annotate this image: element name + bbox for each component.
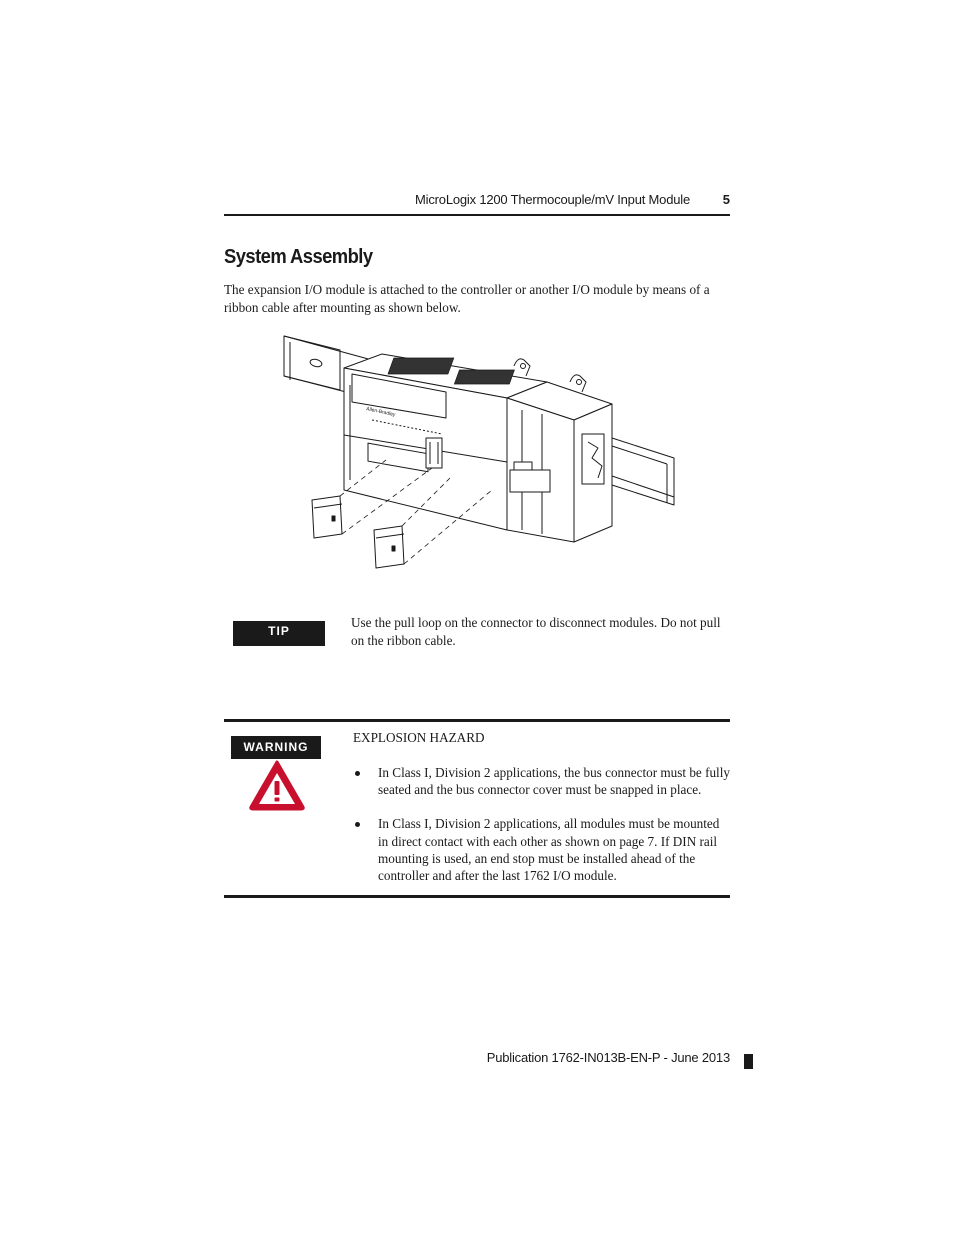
tip-text: Use the pull loop on the connector to disconnect modules. Do not pull on the ribbon cable.: [351, 615, 721, 648]
warning-item: In Class I, Division 2 applications, all modules must be mounted in direct contact with each other as shown on page 7. If DIN rail mounting is used, an end stop must be installed ahead of the controller and after the last 1762 I/O module.: [353, 815, 731, 884]
warning-top-rule: [224, 719, 730, 722]
section-title: System Assembly: [224, 246, 373, 268]
warning-label: WARNING: [231, 736, 321, 759]
warning-triangle-icon: [248, 759, 306, 811]
tip-label: TIP: [233, 621, 325, 646]
warning-list: [353, 764, 731, 901]
intro-paragraph: The expansion I/O module is attached to the controller or another I/O module by means of a ribbon cable after mounting as shown below.: [224, 282, 710, 315]
expansion-module-body: [507, 382, 612, 542]
warning-item: In Class I, Division 2 applications, the bus connector must be fully seated and the bus connector cover must be snapped in place.: [353, 764, 731, 798]
warning-heading: EXPLOSION HAZARD: [353, 730, 485, 745]
system-assembly-illustration: [282, 330, 682, 570]
controller-logo-text: Allen-Bradley: [365, 406, 396, 419]
terminal-door-1: [312, 496, 342, 538]
header-rule: [224, 214, 730, 216]
running-header-title: MicroLogix 1200 Thermocouple/mV Input Module: [415, 192, 690, 207]
thumb-tab-marker: [744, 1054, 753, 1069]
publication-footer: Publication 1762-IN013B-EN-P - June 2013: [486, 1050, 730, 1065]
warning-bottom-rule: [224, 895, 730, 898]
page-number: 5: [722, 192, 730, 207]
terminal-door-2: [374, 526, 404, 568]
din-rail-right: [612, 438, 674, 505]
